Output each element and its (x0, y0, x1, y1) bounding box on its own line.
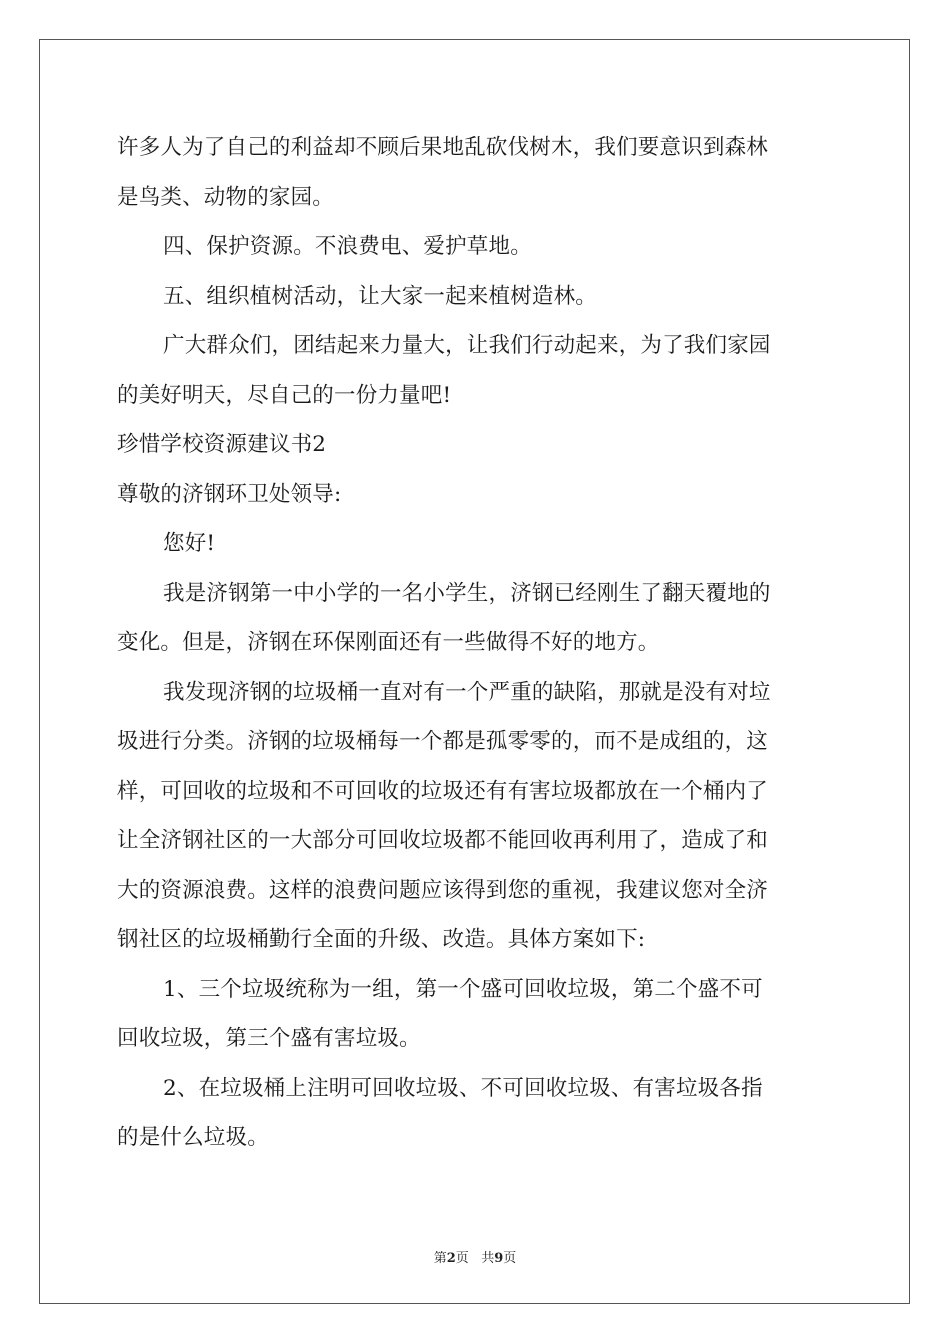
paragraph-line: 我发现济钢的垃圾桶一直对有一个严重的缺陷，那就是没有对垃 (163, 679, 771, 705)
footer-total-pages: 9 (494, 1251, 504, 1266)
paragraph-line: 我是济钢第一中小学的一名小学生，济钢已经刚生了翻天覆地的 (163, 580, 771, 606)
paragraph-line: 样，可回收的垃圾和不可回收的垃圾还有有害垃圾都放在一个桶内了 (117, 778, 769, 804)
paragraph-line: 圾进行分类。济钢的垃圾桶每一个都是孤零零的，而不是成组的，这 (117, 729, 769, 754)
paragraph-line: 的美好明天，尽自己的一份力量吧! (117, 382, 452, 408)
paragraph-line: 让全济钢社区的一大部分可回收垃圾都不能回收再利用了，造成了和 (117, 828, 769, 853)
paragraph-line: 回收垃圾，第三个盛有害垃圾。 (117, 1026, 421, 1051)
footer-page-suffix: 页 (455, 1251, 469, 1266)
footer-prefix: 第 (433, 1251, 447, 1266)
paragraph-line: 的是什么垃圾。 (117, 1125, 269, 1150)
salutation: 尊敬的济钢环卫处领导: (117, 481, 342, 507)
page-footer (0, 1247, 950, 1266)
paragraph-line: 钢社区的垃圾桶勤行全面的升级、改造。具体方案如下: (117, 927, 646, 952)
paragraph-line: 变化。但是，济钢在环保刚面还有一些做得不好的地方。 (117, 630, 660, 655)
list-item-two: 2、在垃圾桶上注明可回收垃圾、不可回收垃圾、有害垃圾各指 (163, 1075, 763, 1101)
list-item-five: 五、组织植树活动，让大家一起来植树造林。 (163, 283, 598, 309)
footer-total-suffix: 页 (503, 1251, 517, 1266)
footer-page-number: 2 (446, 1251, 456, 1266)
paragraph-line: 大的资源浪费。这样的浪费问题应该得到您的重视，我建议您对全济 (117, 877, 769, 903)
list-item-four: 四、保护资源。不浪费电、爱护草地。 (163, 234, 532, 259)
paragraph-line: 是鸟类、动物的家园。 (117, 184, 335, 210)
section-title: 珍惜学校资源建议书2 (117, 432, 327, 457)
footer-total-prefix: 共 (481, 1251, 495, 1266)
list-item-one: 1、三个垃圾统称为一组，第一个盛可回收垃圾，第二个盛不可 (163, 976, 763, 1002)
greeting: 您好! (163, 531, 216, 556)
paragraph-line: 许多人为了自己的利益却不顾后果地乱砍伐树木，我们要意识到森林 (117, 135, 769, 160)
document-body (117, 123, 833, 1163)
paragraph-line: 广大群众们，团结起来力量大，让我们行动起来，为了我们家园 (163, 333, 771, 358)
